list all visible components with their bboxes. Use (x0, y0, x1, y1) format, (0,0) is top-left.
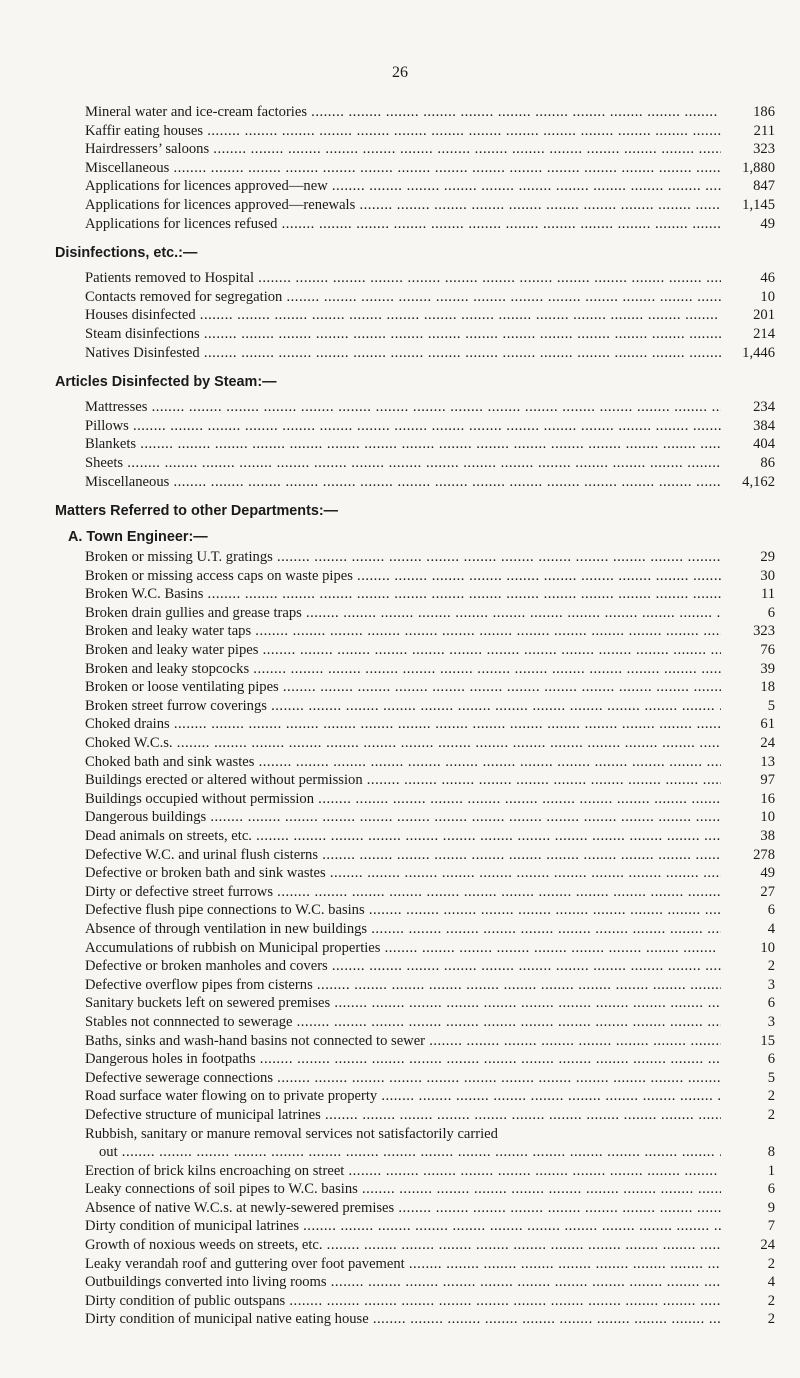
table-row (55, 473, 775, 492)
row-value: 49 (760, 865, 775, 882)
articles-heading: Articles Disinfected by Steam:— (55, 374, 277, 391)
table-row (55, 939, 775, 958)
row-value: 186 (753, 104, 775, 120)
row-label: Houses disinfected ..... (85, 306, 721, 325)
row-value: 97 (760, 772, 775, 789)
wrapped-row-value: 8 (767, 1144, 775, 1161)
table-row (55, 1050, 775, 1069)
row-label: Applications for licences approved—renewals ..... (85, 196, 721, 215)
table-row (55, 641, 775, 660)
table-row (55, 567, 775, 586)
table-row (55, 1236, 775, 1255)
row-label: Broken or missing access caps on waste pipes ..... (85, 567, 721, 586)
row-label: Defective flush pipe connections to W.C. basins ..... (85, 901, 721, 920)
table-row (55, 325, 775, 344)
row-value: 18 (760, 679, 775, 696)
table-row (55, 269, 775, 288)
table-row (55, 344, 775, 363)
row-label: Road surface water flowing on to private property ..... (85, 1087, 721, 1106)
row-label: Dirty or defective street furrows ..... (85, 883, 721, 902)
row-value: 61 (760, 716, 775, 733)
table-row (55, 196, 775, 215)
articles-section (55, 398, 775, 491)
row-value: 323 (753, 141, 775, 158)
table-row (55, 1106, 775, 1125)
row-value: 278 (753, 846, 775, 863)
table-row (55, 1217, 775, 1236)
row-label: Defective sewerage connections ..... (85, 1069, 721, 1088)
table-row (55, 1069, 775, 1088)
table-row (55, 604, 775, 623)
row-label: Broken W.C. Basins ..... (85, 585, 721, 604)
row-value: 404 (753, 436, 775, 453)
table-row (55, 622, 775, 641)
table-row (55, 883, 775, 902)
row-value: 211 (753, 122, 775, 139)
row-label: Mattresses ..... (85, 398, 721, 417)
table-row (55, 398, 775, 417)
row-value: 2 (767, 1088, 775, 1105)
table-row (55, 660, 775, 679)
row-value: 323 (753, 623, 775, 640)
row-value: 46 (760, 270, 775, 287)
table-row (55, 1292, 775, 1311)
table-row (55, 734, 775, 753)
row-label: Broken or loose ventilating pipes ..... (85, 678, 721, 697)
table-row (55, 1310, 775, 1329)
row-label: Sanitary buckets left on sewered premises ..... (85, 994, 721, 1013)
table-row (55, 306, 775, 325)
row-label: Broken and leaky water taps ..... (85, 622, 721, 641)
table-row (55, 215, 775, 234)
table-row (55, 159, 775, 178)
row-label: Dirty condition of public outspans ..... (85, 1292, 721, 1311)
row-label: Choked W.C.s. ..... (85, 734, 721, 753)
row-value: 3 (767, 1013, 775, 1030)
row-label: Baths, sinks and wash-hand basins not connected to sewer ..... (85, 1032, 721, 1051)
table-row (55, 177, 775, 196)
table-row (55, 753, 775, 772)
town-engineer-subheading: A. Town Engineer:— (68, 529, 208, 546)
table-row (55, 585, 775, 604)
row-value: 4 (767, 920, 775, 937)
row-value: 24 (760, 735, 775, 752)
row-value: 86 (760, 454, 775, 471)
row-value: 13 (760, 753, 775, 770)
row-value: 4,162 (742, 473, 775, 490)
row-label: Outbuildings converted into living rooms ..... (85, 1273, 721, 1292)
row-value: 30 (760, 567, 775, 584)
row-label: Choked drains ..... (85, 715, 721, 734)
row-value: 2 (767, 1106, 775, 1123)
table-row (55, 435, 775, 454)
row-label: Choked bath and sink wastes ..... (85, 753, 721, 772)
table-row (55, 920, 775, 939)
row-label: Defective structure of municipal latrines ..... (85, 1106, 721, 1125)
table-row (55, 678, 775, 697)
table-row (55, 1199, 775, 1218)
row-value: 4 (767, 1274, 775, 1291)
row-value: 201 (753, 307, 775, 324)
row-label: Contacts removed for segregation ..... (85, 288, 721, 307)
disinfections-section (55, 269, 775, 362)
row-value: 2 (767, 958, 775, 975)
wrapped-row-label-line1: Rubbish, sanitary or manure removal services not satisfactorily carried (85, 1125, 498, 1142)
table-row (55, 1255, 775, 1274)
table-row (55, 808, 775, 827)
row-value: 10 (760, 809, 775, 826)
wrapped-row-label-line2: out ..... (99, 1143, 721, 1162)
row-value: 6 (767, 1051, 775, 1068)
row-label: Leaky connections of soil pipes to W.C. basins ..... (85, 1180, 721, 1199)
row-label: Patients removed to Hospital ..... (85, 269, 721, 288)
row-label: Applications for licences approved—new ..... (85, 177, 721, 196)
row-label: Dead animals on streets, etc. ..... (85, 827, 721, 846)
row-label: Leaky verandah roof and guttering over foot pavement ..... (85, 1255, 721, 1274)
row-value: 49 (760, 215, 775, 232)
table-row (55, 1032, 775, 1051)
row-label: Natives Disinfested ..... (85, 344, 721, 363)
table-row (55, 697, 775, 716)
row-label: Broken drain gullies and grease traps ..... (85, 604, 721, 623)
row-value: 7 (767, 1218, 775, 1235)
row-label: Broken or missing U.T. gratings ..... (85, 548, 721, 567)
disinfections-heading: Disinfections, etc.:— (55, 245, 198, 262)
table-row (55, 715, 775, 734)
table-row (55, 994, 775, 1013)
table-row (55, 548, 775, 567)
row-value: 39 (760, 660, 775, 677)
table-row (55, 1180, 775, 1199)
table-row (55, 140, 775, 159)
row-value: 6 (767, 995, 775, 1012)
row-value: 6 (767, 1181, 775, 1198)
row-value: 16 (760, 790, 775, 807)
table-row (55, 1162, 775, 1181)
wrapped-row (55, 1125, 775, 1144)
table-row (55, 957, 775, 976)
table-row (55, 901, 775, 920)
table-row (55, 827, 775, 846)
row-value: 11 (760, 586, 775, 603)
row-label: Dangerous buildings ..... (85, 808, 721, 827)
row-value: 3 (767, 976, 775, 993)
matters-section-1 (55, 548, 775, 1124)
table-row (55, 288, 775, 307)
table-row (55, 976, 775, 995)
wrapped-row-continuation (55, 1143, 775, 1162)
row-label: Dangerous holes in footpaths ..... (85, 1050, 721, 1069)
row-label: Applications for licences refused ..... (85, 215, 721, 234)
row-label: Blankets ..... (85, 435, 721, 454)
row-value: 29 (760, 549, 775, 566)
table-row (55, 417, 775, 436)
row-value: 214 (753, 325, 775, 342)
row-value: 1 (767, 1162, 775, 1179)
row-value: 1,880 (742, 159, 775, 176)
table-row (55, 103, 775, 122)
row-value: 5 (767, 697, 775, 714)
row-label: Miscellaneous ..... (85, 159, 721, 178)
row-label: Kaffir eating houses ..... (85, 122, 721, 141)
licences-section (55, 103, 775, 233)
row-value: 6 (767, 604, 775, 621)
row-value: 15 (760, 1032, 775, 1049)
table-row (55, 1013, 775, 1032)
row-value: 2 (767, 1311, 775, 1328)
matters-section-2 (55, 1162, 775, 1329)
row-value: 76 (760, 642, 775, 659)
report-body (55, 103, 775, 1329)
row-label: Broken street furrow coverings ..... (85, 697, 721, 716)
row-label: Defective W.C. and urinal flush cisterns ..... (85, 846, 721, 865)
row-value: 6 (767, 902, 775, 919)
row-label: Miscellaneous ..... (85, 473, 721, 492)
row-label: Accumulations of rubbish on Municipal properties ..... (85, 939, 721, 958)
table-row (55, 454, 775, 473)
table-row (55, 864, 775, 883)
row-value: 9 (767, 1199, 775, 1216)
row-value: 10 (760, 939, 775, 956)
row-label: Dirty condition of municipal native eating house ..... (85, 1310, 721, 1329)
row-label: Broken and leaky water pipes ..... (85, 641, 721, 660)
row-value: 234 (753, 399, 775, 416)
row-value: 2 (767, 1292, 775, 1309)
row-value: 24 (760, 1237, 775, 1254)
row-label: Defective overflow pipes from cisterns ..... (85, 976, 721, 995)
row-label: Dirty condition of municipal latrines ..... (85, 1217, 721, 1236)
row-label: Broken and leaky stopcocks ..... (85, 660, 721, 679)
row-value: 1,446 (742, 344, 775, 361)
row-label: Mineral water and ice-cream factories ..... (85, 103, 721, 122)
row-value: 2 (767, 1255, 775, 1272)
row-label: Absence of native W.C.s. at newly-sewered premises ..... (85, 1199, 721, 1218)
matters-heading: Matters Referred to other Departments:— (55, 503, 339, 520)
page-number: 26 (392, 64, 408, 81)
row-label: Steam disinfections ..... (85, 325, 721, 344)
table-row (55, 1273, 775, 1292)
row-label: Stables not connnected to sewerage ..... (85, 1013, 721, 1032)
row-label: Buildings occupied without permission ..... (85, 790, 721, 809)
row-label: Erection of brick kilns encroaching on street ..... (85, 1162, 721, 1181)
row-label: Defective or broken bath and sink wastes ..... (85, 864, 721, 883)
row-value: 384 (753, 417, 775, 434)
row-value: 27 (760, 883, 775, 900)
table-row (55, 771, 775, 790)
row-value: 10 (760, 288, 775, 305)
row-value: 1,145 (742, 196, 775, 213)
row-label: Hairdressers’ saloons ..... (85, 140, 721, 159)
table-row (55, 846, 775, 865)
row-value: 847 (753, 178, 775, 195)
row-label: Defective or broken manholes and covers ..... (85, 957, 721, 976)
table-row (55, 1087, 775, 1106)
row-label: Buildings erected or altered without permission ..... (85, 771, 721, 790)
row-label: Absence of through ventilation in new buildings ..... (85, 920, 721, 939)
row-label: Growth of noxious weeds on streets, etc. ..... (85, 1236, 721, 1255)
table-row (55, 790, 775, 809)
row-value: 38 (760, 828, 775, 844)
row-label: Pillows ..... (85, 417, 721, 436)
row-label: Sheets ..... (85, 454, 721, 473)
row-value: 5 (767, 1069, 775, 1086)
table-row (55, 122, 775, 141)
